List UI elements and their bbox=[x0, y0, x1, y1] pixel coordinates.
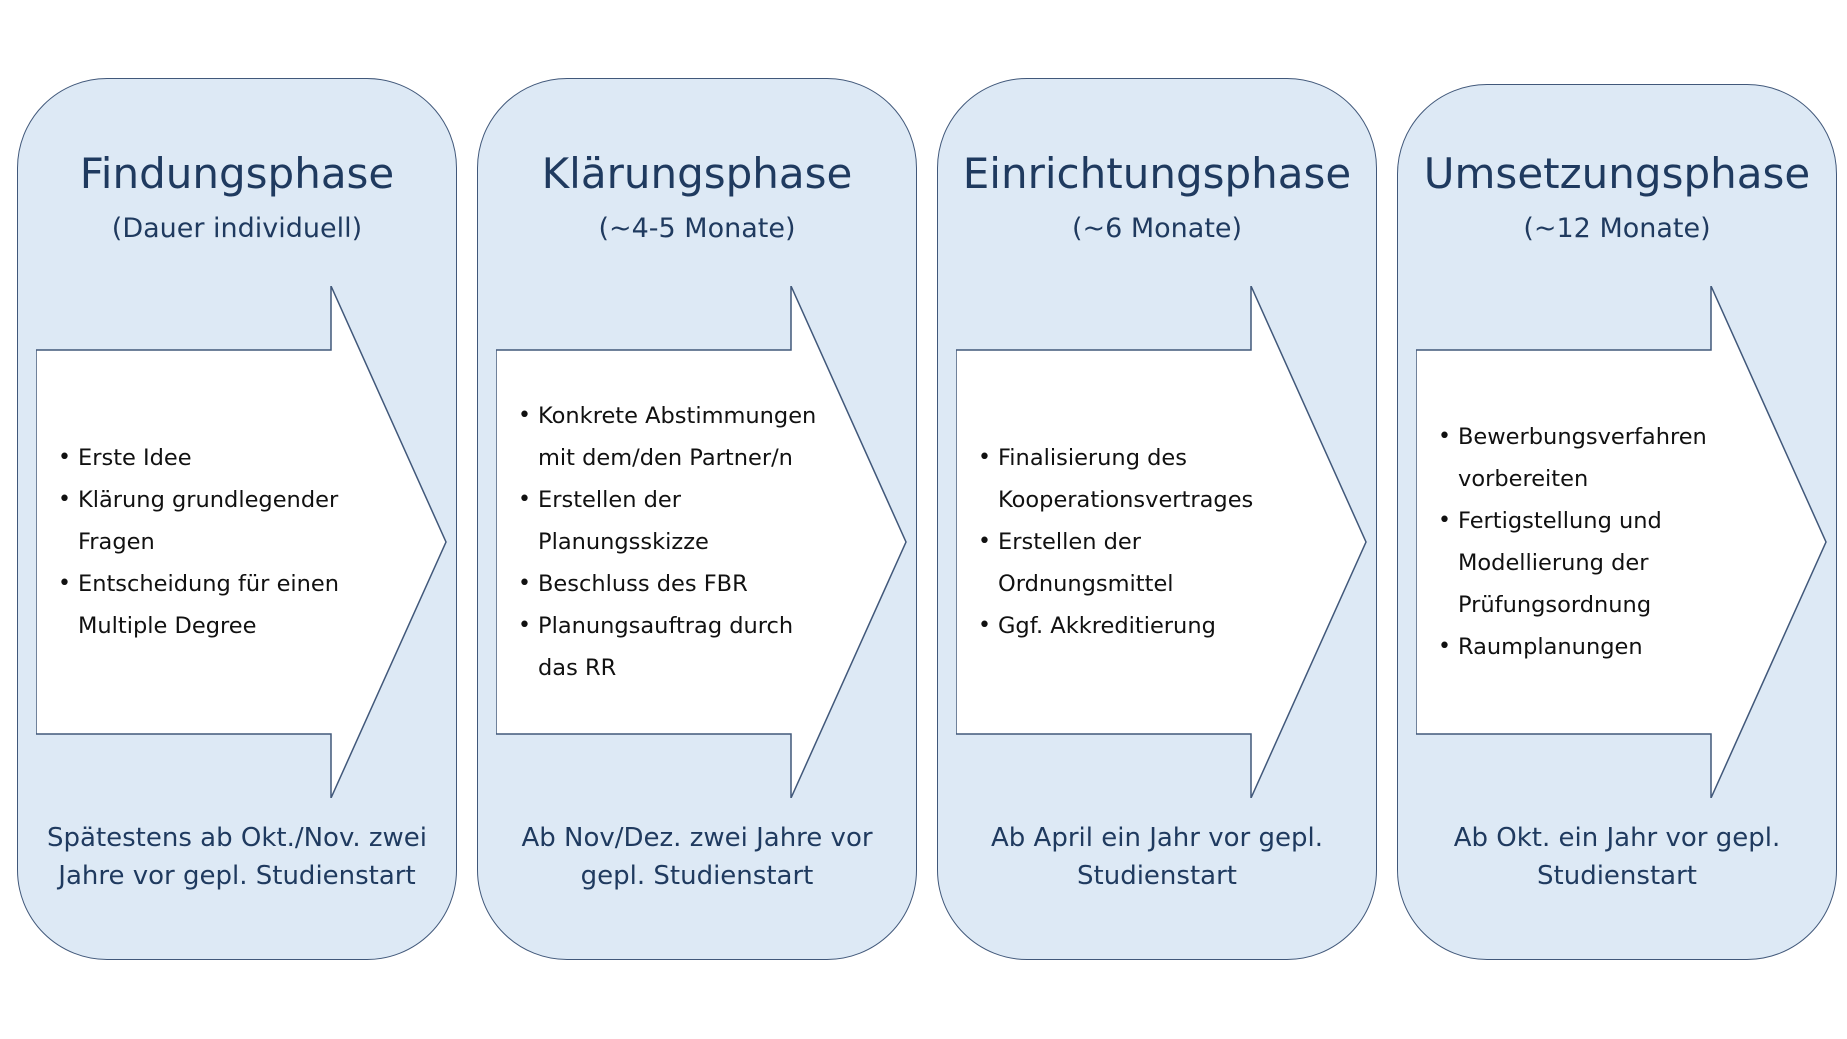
bullet-item: • Ggf. Akkreditierung bbox=[978, 605, 1298, 647]
bullet-item: • Fertigstellung und Modellierung der Prüfungsordnung bbox=[1438, 500, 1758, 626]
bullet-item: • Beschluss des FBR bbox=[518, 563, 838, 605]
phase-duration: (~4-5 Monate) bbox=[598, 213, 796, 244]
bullet-item: • Erstellen der Planungsskizze bbox=[518, 479, 838, 563]
phase-bullet-list bbox=[518, 286, 838, 798]
phase-bullet-list bbox=[1438, 286, 1758, 798]
phase-panel-clarification bbox=[477, 78, 917, 960]
phase-panel-finding bbox=[17, 78, 457, 960]
phase-bullet-list bbox=[58, 286, 378, 798]
phase-start-text: Ab Okt. ein Jahr vor gepl. Studienstart bbox=[1453, 823, 1781, 891]
phase-bullet-list bbox=[978, 286, 1298, 798]
bullet-item: • Raumplanungen bbox=[1438, 626, 1758, 668]
phase-duration: (~6 Monate) bbox=[1071, 213, 1243, 244]
phase-duration: (~12 Monate) bbox=[1523, 213, 1711, 244]
phase-start-text: Ab Nov/Dez. zwei Jahre vor gepl. Studienstart bbox=[521, 823, 873, 891]
phase-panel-setup bbox=[937, 78, 1377, 960]
phase-start-text: Spätestens ab Okt./Nov. zwei Jahre vor gepl. Studienstart bbox=[47, 823, 427, 891]
bullet-item: • Klärung grundlegender Fragen bbox=[58, 479, 378, 563]
phase-start-text: Ab April ein Jahr vor gepl. Studienstart bbox=[991, 823, 1323, 891]
bullet-item: • Erste Idee bbox=[58, 437, 378, 479]
phase-title: Klärungsphase bbox=[541, 149, 853, 198]
phase-title: Findungsphase bbox=[79, 149, 395, 198]
phase-title: Umsetzungsphase bbox=[1423, 149, 1811, 198]
bullet-item: • Konkrete Abstimmungen mit dem/den Partner/n bbox=[518, 395, 838, 479]
bullet-item: • Planungsauftrag durch das RR bbox=[518, 605, 838, 689]
bullet-item: • Erstellen der Ordnungsmittel bbox=[978, 521, 1298, 605]
phase-panel-implementation bbox=[1397, 84, 1837, 960]
bullet-item: • Bewerbungsverfahren vorbereiten bbox=[1438, 416, 1758, 500]
phase-title: Einrichtungsphase bbox=[962, 149, 1352, 198]
bullet-item: • Entscheidung für einen Multiple Degree bbox=[58, 563, 378, 647]
phase-duration: (Dauer individuell) bbox=[111, 213, 363, 244]
bullet-item: • Finalisierung des Kooperationsvertrages bbox=[978, 437, 1298, 521]
